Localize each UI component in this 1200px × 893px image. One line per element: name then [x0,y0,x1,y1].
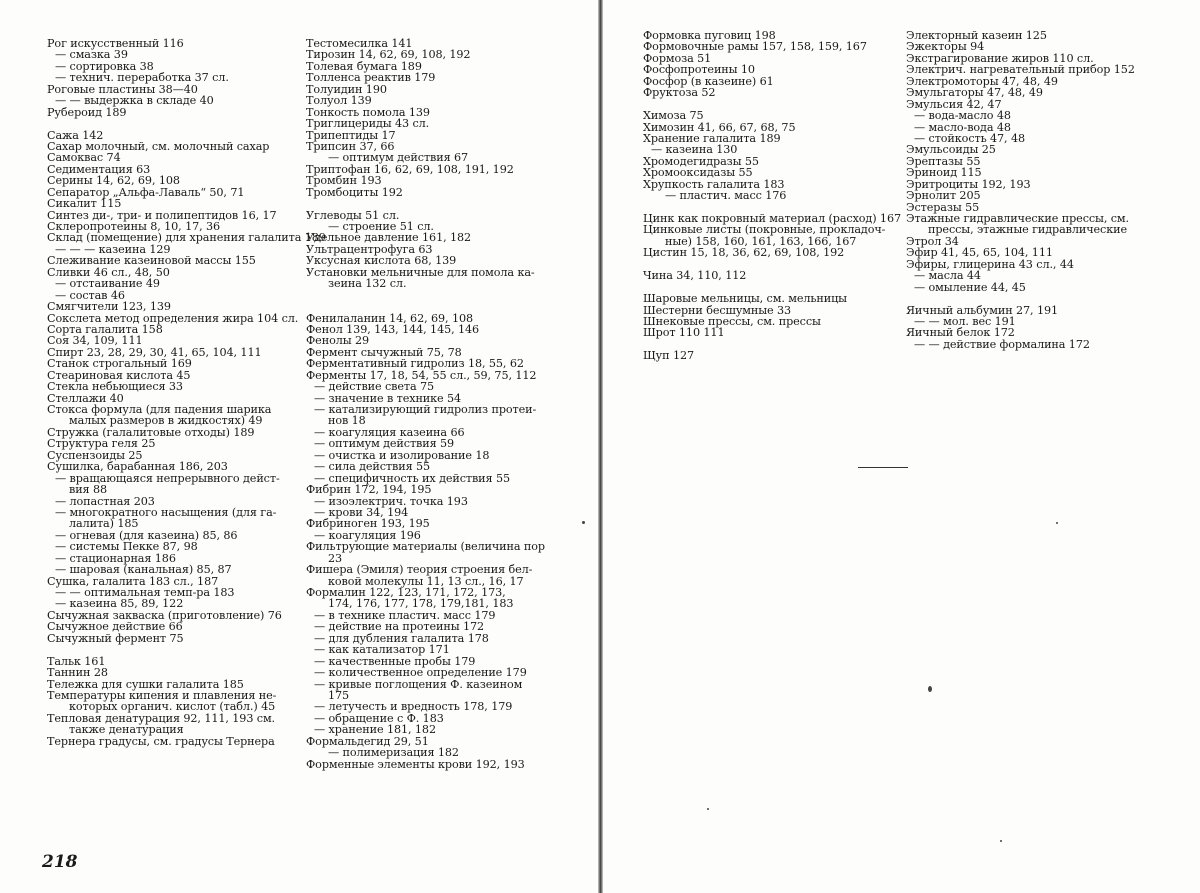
index-entry: Хромодегидразы 55 [643,154,759,168]
index-entry: Роговые пластины 38—40 [47,82,198,96]
index-entry: Электрич. нагревательный прибор 152 [906,63,1135,77]
index-entry: Смягчители 123, 139 [47,300,171,314]
index-entry: — смазка 39 [55,48,128,62]
index-entry: Фосфопротеины 10 [643,63,755,77]
index-entry: Ферментативный гидролиз 18, 55, 62 [306,357,524,371]
index-entry: Тонкость помола 139 [306,105,430,119]
index-entry: Триглицериды 43 сл. [306,117,430,131]
index-entry: Фосфор (в казеине) 61 [643,74,774,88]
index-entry: Яичный белок 172 [906,326,1015,340]
index-entry: зеина 132 сл. [328,277,407,291]
index-entry: Цинк как покровный материал (расход) 167 [643,212,901,225]
index-entry: Сорта галалита 158 [47,322,163,336]
index-entry: Шнековые прессы, см. прессы [643,314,821,328]
index-entry: Эрептазы 55 [906,154,981,168]
index-entry: 175 [328,688,350,702]
index-entry: — как катализатор 171 [314,643,450,657]
index-entry: Тележка для сушки галалита 185 [47,677,244,691]
index-entry: — коагуляция казеина 66 [314,425,465,439]
index-entry: Спирт 23, 28, 29, 30, 41, 65, 104, 111 [47,345,262,359]
index-entry: Толленса реактив 179 [306,71,436,85]
index-entry: ные) 158, 160, 161, 163, 166, 167 [665,234,857,248]
index-entry: Тромбин 193 [306,174,382,188]
page-number: 218 [42,852,78,872]
index-entry: Таннин 28 [47,666,108,680]
index-entry: Хранение галалита 189 [643,131,781,145]
speck-mark [582,521,585,524]
index-entry: Эфиры, глицерина 43 сл., 44 [906,257,1074,271]
index-entry: прессы, этажные гидравлические [928,223,1127,237]
index-entry: — сортировка 38 [55,59,154,73]
index-entry: Химоза 75 [643,109,704,123]
index-entry: — вода-масло 48 [914,109,1011,123]
index-entry: Сушилка, барабанная 186, 203 [47,460,228,474]
index-entry: — оптимум действия 67 [328,151,469,165]
section-gap [47,644,292,655]
index-entry: Ферменты 17, 18, 54, 55 сл., 59, 75, 112 [306,368,537,382]
index-entry: — стационарная 186 [55,551,176,565]
index-entry: Ультрацентрофуга 63 [306,242,433,256]
index-entry: Стекла небьющиеся 33 [47,380,183,394]
index-entry: Станок строгальный 169 [47,357,192,371]
index-entry: — качественные пробы 179 [314,654,476,668]
index-entry: которых органич. кислот (табл.) 45 [69,700,276,714]
index-entry: — — выдержка в складе 40 [55,94,214,108]
index-entry: Толевая бумага 189 [306,59,422,73]
index-entry: Фенилаланин 14, 62, 69, 108 [306,311,473,325]
index-entry: Эриноид 115 [906,166,982,180]
index-entry: Стеллажи 40 [47,391,124,405]
index-entry: — казеина 130 [651,143,738,157]
section-gap [47,118,292,129]
index-entry: — лопастная 203 [55,494,155,508]
index-entry: Сливки 46 сл., 48, 50 [47,265,170,279]
index-entry: Шрот 110 111 [643,326,725,340]
index-entry: Сепаратор „Альфа-Лаваль“ 50, 71 [47,185,245,199]
index-entry: Сахар молочный, см. молочный сахар [47,139,270,153]
index-entry: Эмульгаторы 47, 48, 49 [906,86,1043,100]
index-entry: Сикалит 115 [47,197,122,211]
index-entry: Фильтрующие материалы (величина пор [306,540,545,554]
index-entry: Чина 34, 110, 112 [643,269,747,283]
index-entry: Сокслета метод определения жира 104 сл. [47,311,299,325]
index-entry: Этрол 34 [906,234,959,248]
index-entry: — строение 51 сл. [328,220,434,233]
index-entry: ковой молекулы 11, 13 сл., 16, 17 [328,574,524,588]
index-entry: Рог искусственный 116 [47,37,184,50]
index-entry: Стружка (галалитовые отходы) 189 [47,425,255,439]
index-entry: 23 [328,551,343,565]
index-entry: Уксусная кислота 68, 139 [306,254,457,268]
index-entry: — хранение 181, 182 [314,723,436,737]
index-entry: — — оптимальная темп-ра 183 [55,586,235,599]
section-gap [906,293,1164,304]
section-gap [306,301,554,312]
index-entry: — кривые поглощения Ф. казеином [314,677,523,691]
index-entry: Толуол 139 [306,94,372,108]
index-entry: — специфичность их действия 55 [314,471,510,485]
index-entry: Фенолы 29 [306,334,370,348]
index-entry: — огневая (для казеина) 85, 86 [55,528,238,542]
index-entry: Слеживание казеиновой массы 155 [47,254,256,268]
index-entry: — действие света 75 [314,380,435,394]
index-entry: Тестомесилка 141 [306,37,413,50]
index-entry: Цинковые листы (покровные, прокладоч- [643,223,886,237]
index-entry: Фермент сычужный 75, 78 [306,345,462,359]
index-entry: — — мол. вес 191 [914,314,1016,328]
index-entry: — очистка и изолирование 18 [314,448,490,462]
index-entry: — для дубления галалита 178 [314,631,489,645]
index-entry: Эритроциты 192, 193 [906,177,1031,191]
index-entry: — действие на протеины 172 [314,620,485,634]
section-gap [306,198,554,209]
index-entry: Склеропротеины 8, 10, 17, 36 [47,220,221,233]
index-entry: Суспензоиды 25 [47,448,143,462]
index-entry: лалита) 185 [69,517,139,531]
index-entry: Толуидин 190 [306,82,387,96]
index-entry: — — действие формалина 172 [914,337,1090,351]
index-column-1 [47,37,326,748]
index-entry: Фруктоза 52 [643,86,716,100]
index-entry: — системы Пекке 87, 98 [55,540,198,554]
index-entry: Тальк 161 [47,654,106,668]
index-entry: — отстаивание 49 [55,277,160,291]
index-entry: Седиментация 63 [47,162,151,176]
index-entry: Стеариновая кислота 45 [47,368,191,382]
index-entry: — многократного насыщения (для га- [55,505,277,519]
index-entry: Температуры кипения и плавления не- [47,688,277,702]
index-entry: Формальдегид 29, 51 [306,734,429,748]
index-entry: Эмульсоиды 25 [906,143,996,157]
index-entry: Сычужное действие 66 [47,620,183,634]
index-entry: Цистин 15, 18, 36, 62, 69, 108, 192 [643,246,845,260]
speck-mark [707,808,709,810]
index-entry: — оптимум действия 59 [314,437,455,451]
index-entry: 174, 176, 177, 178, 179,181, 183 [328,597,514,611]
speck-mark [1056,522,1058,524]
index-entry: Структура геля 25 [47,437,156,451]
index-entry: — масла 44 [914,269,981,283]
index-entry: — сила действия 55 [314,460,431,474]
index-entry: — пластич. масс 176 [665,189,787,203]
index-entry: Щуп 127 [643,349,695,363]
index-entry: Фишера (Эмиля) теория строения бел- [306,563,533,577]
index-entry: Электорный казеин 125 [906,29,1047,42]
index-entry: Яичный альбумин 27, 191 [906,303,1059,317]
index-entry: Тромбоциты 192 [306,185,403,199]
index-entry: Эфир 41, 45, 65, 104, 111 [906,246,1053,260]
index-entry: — в технике пластич. масс 179 [314,608,496,622]
index-entry: Электромоторы 47, 48, 49 [906,74,1058,88]
index-entry: Тирозин 14, 62, 69, 108, 192 [306,48,471,62]
index-entry: Синтез ди-, три- и полипептидов 16, 17 [47,208,277,222]
speck-mark [928,686,932,692]
index-entry: — катализирующий гидролиз протеи- [314,403,537,416]
index-entry: Хрупкость галалита 183 [643,177,785,191]
index-entry: — казеина 85, 89, 122 [55,597,184,611]
index-entry: Сушка, галалита 183 сл., 187 [47,574,219,588]
index-entry: Фибрин 172, 194, 195 [306,483,432,497]
index-entry: Формалин 122, 123, 171, 172, 173, [306,586,506,599]
index-entry: Удельное давление 161, 182 [306,231,472,245]
index-entry: Эмульсия 42, 47 [906,97,1002,111]
index-entry: Трипептиды 17 [306,128,396,142]
index-entry: — количественное определение 179 [314,666,527,680]
index-entry: Хромооксидазы 55 [643,166,753,180]
index-entry: Углеводы 51 сл. [306,208,400,222]
index-entry: — шаровая (канальная) 85, 87 [55,563,232,577]
index-entry: вия 88 [69,483,108,497]
index-entry: Сычужная закваска (приготовление) 76 [47,608,282,622]
index-entry: — стойкость 47, 48 [914,131,1026,145]
index-entry: Этажные гидравлические прессы, см. [906,212,1129,225]
index-column-3 [643,30,905,362]
index-entry: — полимеризация 182 [328,746,459,760]
index-entry: — значение в технике 54 [314,391,462,405]
index-entry: Эрнолит 205 [906,189,981,203]
index-entry: — состав 46 [55,288,125,302]
divider-line [858,467,908,468]
index-entry: Серины 14, 62, 69, 108 [47,174,180,188]
index-entry: Триптофан 16, 62, 69, 108, 191, 192 [306,162,514,176]
index-entry: — летучесть и вредность 178, 179 [314,700,513,714]
index-entry: Формоза 51 [643,51,712,65]
index-entry: Шестерни бесшумные 33 [643,303,792,317]
index-entry: Экстрагирование жиров 110 сл. [906,51,1094,65]
index-entry: Формовка пуговиц 198 [643,29,776,42]
index-entry: Фибриноген 193, 195 [306,517,430,531]
index-entry: Форменные элементы крови 192, 193 [306,757,525,771]
index-entry: Эстеразы 55 [906,200,980,214]
index-column-4 [906,30,1164,350]
index-entry: малых размеров в жидкостях) 49 [69,414,263,428]
index-entry: Соя 34, 109, 111 [47,334,143,348]
index-entry: — — — казеина 129 [55,242,171,256]
index-entry: — коагуляция 196 [314,528,421,542]
index-entry: Тернера градусы, см. градусы Тернера [47,734,275,748]
index-entry: — масло-вода 48 [914,120,1011,134]
index-entry: — вращающаяся непрерывного дейст- [55,471,280,485]
index-entry: Самоквас 74 [47,151,121,165]
index-entry: — обращение с Ф. 183 [314,711,444,725]
index-entry: — изоэлектрич. точка 193 [314,494,468,508]
index-entry: Тепловая денатурация 92, 111, 193 см. [47,711,276,725]
index-entry: Стокса формула (для падения шарика [47,403,272,416]
index-entry: Установки мельничные для помола ка- [306,265,535,279]
index-entry: — крови 34, 194 [314,505,409,519]
index-entry: — технич. переработка 37 сл. [55,71,229,85]
index-entry: Рубероид 189 [47,105,127,119]
index-entry: Эжекторы 94 [906,40,985,54]
index-entry: Сажа 142 [47,128,104,142]
index-entry: нов 18 [328,414,366,428]
section-gap [306,290,554,301]
index-entry: Шаровые мельницы, см. мельницы [643,292,847,306]
index-column-2 [306,38,554,770]
index-entry: также денатурация [69,723,184,737]
index-entry: Склад (помещение) для хранения галалита 189 [47,231,326,245]
index-entry: Формовочные рамы 157, 158, 159, 167 [643,40,867,54]
index-entry: Сычужный фермент 75 [47,631,184,645]
index-entry: Фенол 139, 143, 144, 145, 146 [306,322,480,336]
index-entry: Трипсин 37, 66 [306,139,395,153]
speck-mark [1000,840,1002,842]
index-entry: — омыление 44, 45 [914,280,1026,294]
index-entry: Химозин 41, 66, 67, 68, 75 [643,120,796,134]
